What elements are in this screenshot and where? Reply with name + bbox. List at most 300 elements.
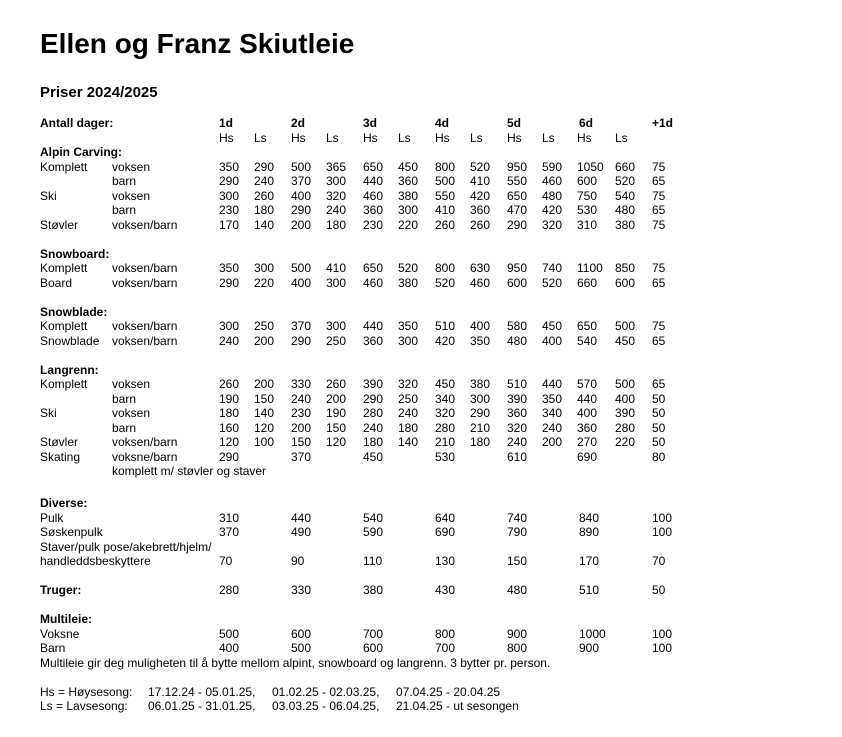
price-cell: 500 — [615, 319, 636, 333]
section-note: komplett m/ støvler og staver — [112, 464, 267, 478]
price-cell: 380 — [363, 583, 384, 597]
price-cell: 440 — [291, 510, 312, 525]
price-cell: 150 — [291, 435, 312, 449]
ls-column-header: Ls — [398, 130, 411, 145]
price-cell: 240 — [291, 391, 312, 406]
price-cell: 1000 — [579, 626, 606, 641]
price-cell: 480 — [507, 333, 528, 348]
price-cell: 360 — [470, 203, 491, 217]
price-cell: 370 — [291, 174, 312, 188]
price-cell: 75 — [652, 217, 666, 232]
price-cell: 280 — [363, 406, 384, 420]
price-cell: 650 — [363, 261, 384, 275]
price-cell: 200 — [291, 420, 312, 435]
price-cell: 260 — [326, 377, 347, 391]
price-cell: 410 — [326, 261, 347, 275]
price-cell: 250 — [254, 319, 275, 333]
price-cell: 160 — [219, 420, 240, 435]
price-cell: 300 — [219, 319, 240, 333]
price-cell: 320 — [326, 188, 347, 203]
price-cell: 240 — [398, 406, 419, 420]
price-cell: 250 — [398, 391, 419, 406]
price-list-title: Ellen og Franz Skiutleie — [40, 28, 355, 59]
price-cell: 70 — [219, 554, 233, 568]
price-cell: 470 — [507, 203, 528, 217]
diverse-item-label: Pulk — [40, 510, 64, 525]
price-cell: 300 — [254, 261, 275, 275]
price-cell: 240 — [254, 174, 275, 188]
price-cell: 200 — [254, 377, 275, 391]
price-cell: 350 — [470, 333, 491, 348]
price-cell: 100 — [254, 435, 275, 449]
price-cell: 510 — [579, 583, 600, 597]
price-cell: 380 — [470, 377, 491, 391]
price-cell: 490 — [291, 525, 312, 539]
row-sub-label: voksen — [112, 406, 151, 420]
price-cell: 190 — [326, 406, 347, 420]
price-cell: 50 — [652, 435, 666, 449]
price-cell: 450 — [398, 159, 419, 174]
price-cell: 65 — [652, 333, 666, 348]
price-cell: 1100 — [577, 261, 603, 275]
row-sub-label: voksne/barn — [112, 449, 178, 464]
price-cell: 690 — [435, 525, 456, 539]
row-sub-label: voksen/barn — [112, 333, 178, 348]
price-cell: 460 — [363, 188, 384, 203]
price-cell: 600 — [363, 641, 384, 655]
price-cell: 800 — [435, 261, 456, 275]
price-cell: 360 — [398, 174, 419, 188]
hs-column-header: Hs — [291, 130, 306, 145]
price-cell: 540 — [363, 510, 384, 525]
price-cell: 300 — [326, 319, 347, 333]
row-item-label: Ski — [40, 188, 57, 203]
price-cell: 240 — [507, 435, 528, 449]
price-cell: 260 — [254, 188, 275, 203]
row-sub-label: voksen — [112, 377, 151, 391]
price-cell: 290 — [291, 203, 312, 217]
section-heading: Langrenn: — [40, 362, 99, 377]
row-item-label: Snowblade — [40, 333, 100, 348]
price-cell: 630 — [470, 261, 491, 275]
price-cell: 380 — [398, 275, 419, 290]
season-period: 07.04.25 - 20.04.25 — [396, 684, 501, 699]
price-cell: 650 — [577, 319, 598, 333]
price-cell: 400 — [542, 333, 563, 348]
price-cell: 240 — [363, 420, 384, 435]
days-header-label: Antall dager: — [40, 116, 114, 130]
price-cell: 65 — [652, 203, 666, 217]
price-cell: 390 — [507, 391, 528, 406]
price-cell: 50 — [652, 391, 666, 406]
price-cell: 400 — [615, 391, 636, 406]
price-cell: 500 — [291, 159, 312, 174]
row-sub-label: voksen — [112, 159, 151, 174]
price-cell: 70 — [652, 554, 666, 568]
price-cell: 740 — [507, 510, 528, 525]
price-cell: 75 — [652, 188, 666, 203]
row-sub-label: voksen/barn — [112, 261, 178, 275]
price-cell: 100 — [652, 626, 673, 641]
price-cell: 200 — [254, 333, 275, 348]
price-cell: 480 — [542, 188, 563, 203]
price-cell: 130 — [435, 554, 456, 568]
price-cell: 520 — [615, 174, 636, 188]
price-cell: 340 — [435, 391, 456, 406]
price-cell: 350 — [542, 391, 563, 406]
season-period: 17.12.24 - 05.01.25, — [148, 684, 256, 699]
price-cell: 440 — [363, 319, 384, 333]
diverse-item-label-cont: handleddsbeskyttere — [40, 554, 151, 568]
price-cell: 450 — [363, 449, 384, 464]
price-cell: 270 — [577, 435, 598, 449]
price-cell: 570 — [577, 377, 598, 391]
price-cell: 900 — [507, 626, 528, 641]
price-cell: 590 — [542, 159, 563, 174]
price-cell: 150 — [254, 391, 275, 406]
price-cell: 75 — [652, 159, 666, 174]
day-column-header: 6d — [579, 116, 594, 130]
price-cell: 120 — [326, 435, 347, 449]
price-cell: 300 — [326, 275, 347, 290]
price-cell: 390 — [363, 377, 384, 391]
row-item-label: Komplett — [40, 319, 88, 333]
price-cell: 500 — [291, 261, 312, 275]
section-heading: Snowboard: — [40, 246, 110, 261]
price-cell: 650 — [507, 188, 528, 203]
price-cell: 365 — [326, 159, 347, 174]
price-cell: 590 — [363, 525, 384, 539]
price-cell: 900 — [579, 641, 600, 655]
diverse-item-label: Staver/pulk pose/akebrett/hjelm/ — [40, 539, 212, 554]
price-cell: 450 — [542, 319, 563, 333]
price-cell: 220 — [615, 435, 636, 449]
price-cell: 700 — [363, 626, 384, 641]
price-cell: 150 — [326, 420, 347, 435]
truger-heading: Truger: — [40, 583, 82, 597]
price-cell: 280 — [435, 420, 456, 435]
price-cell: 290 — [254, 159, 275, 174]
price-cell: 100 — [652, 641, 673, 655]
price-cell: 420 — [542, 203, 563, 217]
price-cell: 80 — [652, 449, 666, 464]
price-cell: 290 — [219, 449, 240, 464]
price-cell: 510 — [435, 319, 456, 333]
price-cell: 140 — [398, 435, 419, 449]
row-sub-label: voksen/barn — [112, 217, 178, 232]
price-cell: 440 — [363, 174, 384, 188]
row-item-label: Ski — [40, 406, 57, 420]
price-cell: 300 — [326, 174, 347, 188]
price-cell: 540 — [577, 333, 598, 348]
price-cell: 150 — [507, 554, 528, 568]
price-cell: 310 — [219, 510, 240, 525]
row-item-label: Komplett — [40, 377, 88, 391]
price-cell: 610 — [507, 449, 528, 464]
price-cell: 140 — [254, 406, 275, 420]
price-cell: 650 — [363, 159, 384, 174]
price-cell: 65 — [652, 275, 666, 290]
price-cell: 300 — [470, 391, 491, 406]
price-cell: 320 — [435, 406, 456, 420]
row-sub-label: barn — [112, 174, 137, 188]
price-cell: 290 — [219, 275, 240, 290]
price-cell: 180 — [326, 217, 347, 232]
season-legend-label: Ls = Lavsesong: — [40, 699, 128, 713]
price-cell: 260 — [219, 377, 240, 391]
price-cell: 370 — [219, 525, 240, 539]
price-cell: 320 — [542, 217, 563, 232]
day-column-header: 4d — [435, 116, 450, 130]
multileie-note: Multileie gir deg muligheten til å bytte mellom alpint, snowboard og langrenn. 3 bytter pr. person. — [40, 655, 551, 670]
price-cell: 540 — [615, 188, 636, 203]
price-cell: 75 — [652, 261, 666, 275]
price-cell: 350 — [219, 159, 240, 174]
price-cell: 430 — [435, 583, 456, 597]
price-cell: 580 — [507, 319, 528, 333]
price-cell: 450 — [615, 333, 636, 348]
price-cell: 300 — [398, 333, 419, 348]
row-sub-label: voksen/barn — [112, 319, 178, 333]
price-cell: 600 — [615, 275, 636, 290]
row-item-label: Støvler — [40, 435, 79, 449]
row-sub-label: voksen/barn — [112, 275, 178, 290]
price-cell: 500 — [291, 641, 312, 655]
price-cell: 700 — [435, 641, 456, 655]
price-cell: 640 — [435, 510, 456, 525]
price-cell: 190 — [219, 391, 240, 406]
row-item-label: Board — [40, 275, 73, 290]
price-cell: 320 — [507, 420, 528, 435]
price-cell: 400 — [470, 319, 491, 333]
ls-column-header: Ls — [326, 130, 339, 145]
price-cell: 330 — [291, 377, 312, 391]
price-cell: 250 — [326, 333, 347, 348]
hs-column-header: Hs — [435, 130, 450, 145]
diverse-heading: Diverse: — [40, 496, 88, 510]
day-column-header: 1d — [219, 116, 234, 130]
row-item-label: Skating — [40, 449, 81, 464]
season-period: 01.02.25 - 02.03.25, — [272, 684, 380, 699]
price-cell: 400 — [291, 188, 312, 203]
price-cell: 690 — [577, 449, 598, 464]
price-cell: 460 — [542, 174, 563, 188]
price-cell: 290 — [291, 333, 312, 348]
price-cell: 530 — [435, 449, 456, 464]
price-cell: 400 — [291, 275, 312, 290]
price-cell: 110 — [363, 554, 383, 568]
price-cell: 660 — [577, 275, 598, 290]
price-cell: 230 — [219, 203, 240, 217]
price-cell: 100 — [652, 525, 673, 539]
hs-column-header: Hs — [507, 130, 522, 145]
price-cell: 240 — [326, 203, 347, 217]
price-cell: 460 — [363, 275, 384, 290]
price-cell: 360 — [363, 203, 384, 217]
price-cell: 450 — [435, 377, 456, 391]
price-cell: 50 — [652, 406, 666, 420]
row-sub-label: barn — [112, 420, 137, 435]
price-cell: 200 — [291, 217, 312, 232]
diverse-item-label: Søskenpulk — [40, 525, 103, 539]
season-period: 06.01.25 - 31.01.25, — [148, 699, 256, 713]
section-heading: Snowblade: — [40, 304, 108, 319]
price-cell: 790 — [507, 525, 528, 539]
price-cell: 50 — [652, 583, 666, 597]
price-cell: 460 — [470, 275, 491, 290]
season-legend-label: Hs = Høysesong: — [40, 684, 133, 699]
price-cell: 170 — [219, 217, 240, 232]
price-cell: 420 — [435, 333, 456, 348]
price-cell: 120 — [254, 420, 275, 435]
price-cell: 100 — [652, 510, 673, 525]
hs-column-header: Hs — [363, 130, 378, 145]
price-cell: 350 — [219, 261, 240, 275]
price-cell: 75 — [652, 319, 666, 333]
price-cell: 180 — [398, 420, 419, 435]
price-cell: 290 — [470, 406, 491, 420]
price-cell: 320 — [398, 377, 419, 391]
hs-column-header: Hs — [577, 130, 592, 145]
price-cell: 520 — [470, 159, 491, 174]
price-cell: 350 — [398, 319, 419, 333]
row-item-label: Støvler — [40, 217, 79, 232]
price-cell: 65 — [652, 377, 666, 391]
price-list-subtitle: Priser 2024/2025 — [40, 84, 158, 101]
price-cell: 950 — [507, 261, 528, 275]
price-cell: 260 — [470, 217, 491, 232]
price-cell: 530 — [577, 203, 598, 217]
price-cell: 65 — [652, 174, 666, 188]
section-heading: Alpin Carving: — [40, 145, 123, 159]
price-cell: 500 — [219, 626, 240, 641]
price-cell: 170 — [579, 554, 600, 568]
price-cell: 950 — [507, 159, 528, 174]
price-cell: 180 — [363, 435, 384, 449]
price-cell: 360 — [507, 406, 528, 420]
season-period: 21.04.25 - ut sesongen — [396, 699, 519, 713]
price-cell: 260 — [435, 217, 456, 232]
price-cell: 480 — [615, 203, 636, 217]
price-cell: 600 — [507, 275, 528, 290]
price-cell: 800 — [435, 626, 456, 641]
price-cell: 600 — [577, 174, 598, 188]
price-cell: 280 — [219, 583, 240, 597]
row-sub-label: barn — [112, 203, 137, 217]
price-cell: 240 — [542, 420, 563, 435]
price-cell: 480 — [507, 583, 528, 597]
multileie-heading: Multileie: — [40, 612, 93, 626]
price-cell: 550 — [507, 174, 528, 188]
price-cell: 410 — [435, 203, 456, 217]
price-cell: 290 — [507, 217, 528, 232]
price-cell: 220 — [254, 275, 275, 290]
price-cell: 410 — [470, 174, 491, 188]
price-cell: 550 — [435, 188, 456, 203]
price-cell: 240 — [219, 333, 240, 348]
price-cell: 800 — [507, 641, 528, 655]
price-cell: 890 — [579, 525, 600, 539]
price-cell: 360 — [363, 333, 384, 348]
ls-column-header: Ls — [542, 130, 555, 145]
ls-column-header: Ls — [470, 130, 483, 145]
price-cell: 330 — [291, 583, 312, 597]
hs-column-header: Hs — [219, 130, 234, 145]
price-cell: 220 — [398, 217, 419, 232]
price-cell: 210 — [435, 435, 456, 449]
price-cell: 500 — [615, 377, 636, 391]
price-cell: 600 — [291, 626, 312, 641]
price-cell: 660 — [615, 159, 636, 174]
price-cell: 340 — [542, 406, 563, 420]
price-cell: 300 — [398, 203, 419, 217]
multileie-item-label: Barn — [40, 641, 66, 655]
price-cell: 90 — [291, 554, 305, 568]
row-sub-label: voksen — [112, 188, 151, 203]
price-cell: 300 — [219, 188, 240, 203]
ls-column-header: Ls — [615, 130, 628, 145]
price-cell: 840 — [579, 510, 600, 525]
price-cell: 510 — [507, 377, 528, 391]
price-cell: 120 — [219, 435, 240, 449]
day-column-header: +1d — [652, 116, 674, 130]
price-cell: 400 — [577, 406, 598, 420]
price-cell: 180 — [219, 406, 240, 420]
price-cell: 180 — [254, 203, 275, 217]
row-item-label: Komplett — [40, 159, 88, 174]
price-cell: 210 — [470, 420, 491, 435]
price-cell: 200 — [542, 435, 563, 449]
price-cell: 370 — [291, 449, 312, 464]
price-cell: 750 — [577, 188, 598, 203]
price-cell: 370 — [291, 319, 312, 333]
price-cell: 800 — [435, 159, 456, 174]
season-period: 03.03.25 - 06.04.25, — [272, 699, 380, 713]
price-cell: 360 — [577, 420, 598, 435]
day-column-header: 3d — [363, 116, 378, 130]
price-cell: 290 — [219, 174, 240, 188]
price-cell: 230 — [291, 406, 312, 420]
price-cell: 400 — [219, 641, 240, 655]
day-column-header: 5d — [507, 116, 522, 130]
day-column-header: 2d — [291, 116, 306, 130]
price-cell: 140 — [254, 217, 275, 232]
price-cell: 520 — [435, 275, 456, 290]
row-item-label: Komplett — [40, 261, 88, 275]
price-cell: 390 — [615, 406, 636, 420]
price-cell: 200 — [326, 391, 347, 406]
price-cell: 500 — [435, 174, 456, 188]
price-cell: 850 — [615, 261, 636, 275]
price-cell: 740 — [542, 261, 563, 275]
price-cell: 280 — [615, 420, 636, 435]
price-cell: 520 — [398, 261, 419, 275]
price-cell: 230 — [363, 217, 384, 232]
row-sub-label: voksen/barn — [112, 435, 178, 449]
price-cell: 180 — [470, 435, 491, 449]
price-cell: 440 — [577, 391, 598, 406]
price-cell: 290 — [363, 391, 384, 406]
ls-column-header: Ls — [254, 130, 267, 145]
price-cell: 420 — [470, 188, 491, 203]
price-cell: 440 — [542, 377, 563, 391]
multileie-item-label: Voksne — [40, 626, 80, 641]
price-cell: 310 — [577, 217, 598, 232]
price-cell: 380 — [615, 217, 636, 232]
price-cell: 1050 — [577, 159, 604, 174]
price-cell: 520 — [542, 275, 563, 290]
row-sub-label: barn — [112, 391, 137, 406]
